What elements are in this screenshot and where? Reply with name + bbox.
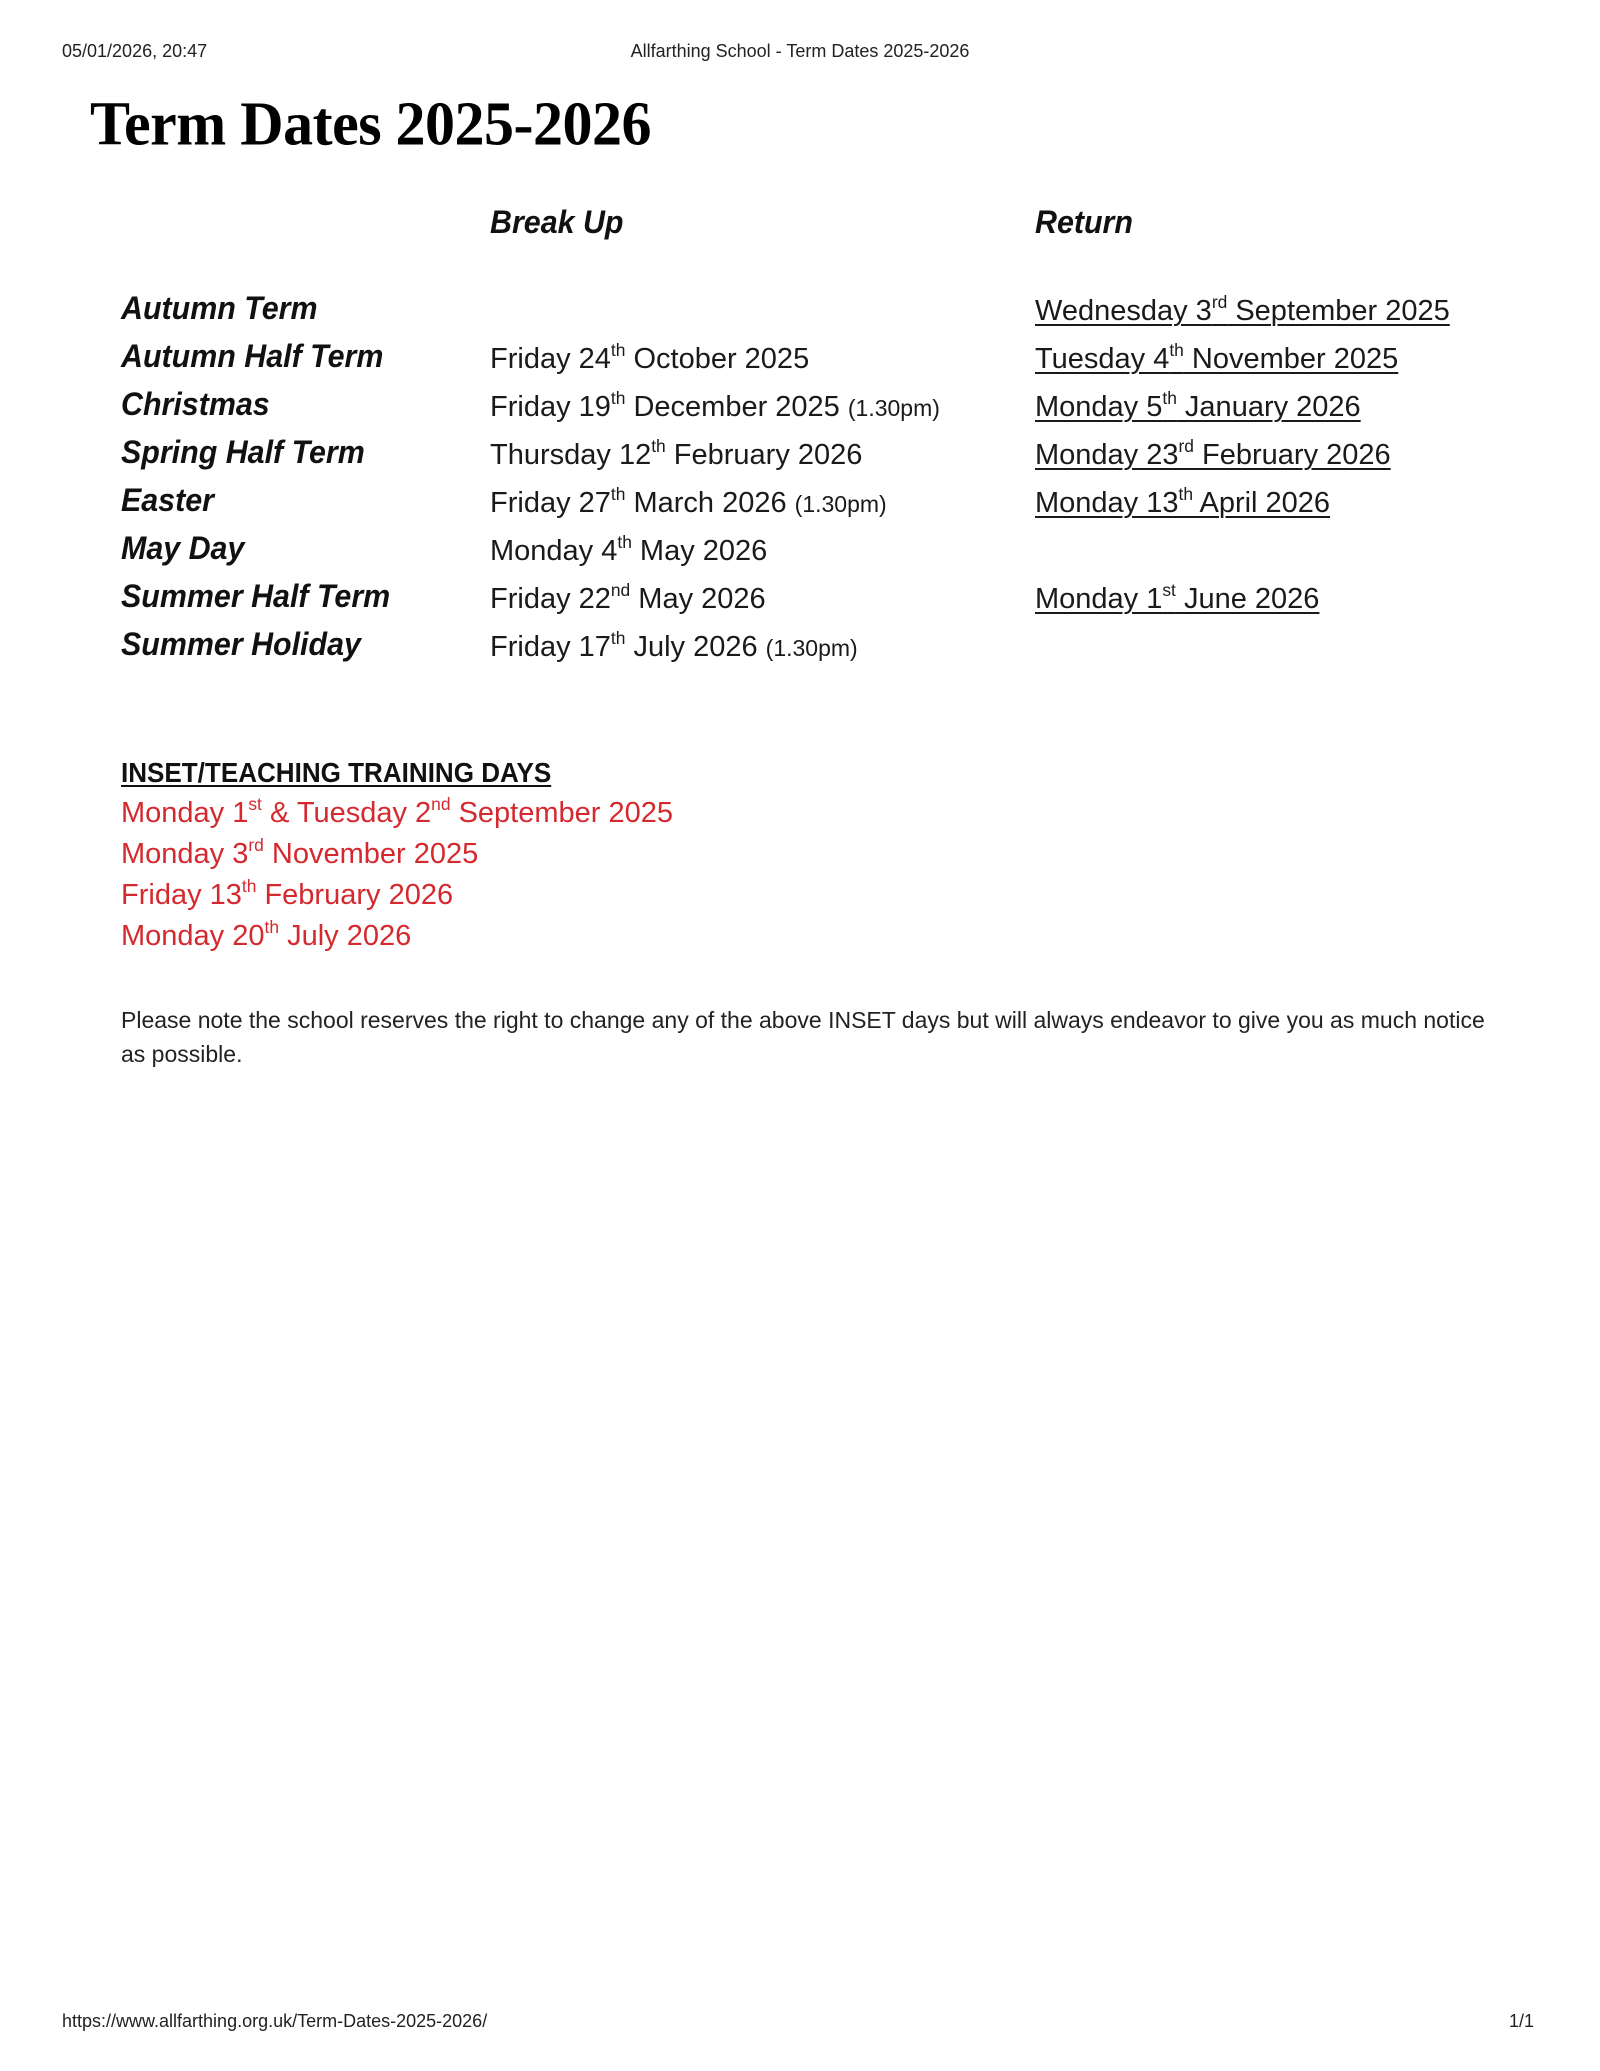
date-text: September 2025 bbox=[450, 797, 673, 829]
ordinal-suffix: th bbox=[241, 875, 257, 896]
date-text: January 2026 bbox=[1176, 391, 1361, 423]
ordinal-suffix: nd bbox=[610, 579, 631, 600]
inset-day bbox=[121, 834, 673, 879]
date-text: November 2025 bbox=[1183, 343, 1399, 375]
term-row bbox=[0, 482, 1600, 530]
date-text: Monday 5 bbox=[1035, 391, 1163, 423]
term-row bbox=[0, 578, 1600, 626]
print-url: https://www.allfarthing.org.uk/Term-Dates-2025-2026/ bbox=[62, 2011, 488, 2031]
early-finish-time: (1.30pm) bbox=[847, 395, 940, 421]
term-label: Autumn Term bbox=[121, 290, 318, 326]
term-row bbox=[0, 626, 1600, 674]
ordinal-suffix: th bbox=[610, 339, 626, 360]
early-finish-time: (1.30pm) bbox=[765, 635, 858, 661]
date-text: Friday 24 bbox=[490, 343, 611, 375]
return-date bbox=[1035, 435, 1391, 472]
date-text: Monday 13 bbox=[1035, 487, 1179, 519]
term-label: Summer Holiday bbox=[121, 626, 361, 662]
print-footer bbox=[0, 2011, 1600, 2035]
ordinal-suffix: th bbox=[1178, 483, 1194, 504]
date-text: July 2026 bbox=[279, 920, 412, 952]
term-dates-table bbox=[0, 290, 1600, 674]
inset-section bbox=[121, 757, 673, 961]
print-datetime: 05/01/2026, 20:47 bbox=[62, 41, 208, 61]
date-text: May 2026 bbox=[631, 535, 768, 567]
page-title: Term Dates 2025-2026 bbox=[90, 89, 652, 159]
break-up-date bbox=[490, 435, 863, 472]
date-text: Wednesday 3 bbox=[1035, 295, 1212, 327]
term-label: Autumn Half Term bbox=[121, 338, 384, 374]
date-text: November 2025 bbox=[263, 838, 479, 870]
return-date bbox=[1035, 579, 1320, 616]
return-date bbox=[1035, 339, 1399, 376]
inset-day bbox=[121, 916, 673, 961]
break-up-date bbox=[490, 387, 940, 424]
date-text: Friday 27 bbox=[490, 487, 611, 519]
break-up-date bbox=[490, 483, 887, 520]
print-page-number: 1/1 bbox=[1508, 2011, 1534, 2031]
date-text: Monday 20 bbox=[121, 920, 265, 952]
date-text: Friday 13 bbox=[121, 879, 242, 911]
date-text: Tuesday 4 bbox=[1035, 343, 1170, 375]
term-row bbox=[0, 386, 1600, 434]
ordinal-suffix: th bbox=[1169, 339, 1184, 360]
ordinal-suffix: th bbox=[617, 531, 632, 552]
term-label: May Day bbox=[121, 530, 245, 566]
ordinal-suffix: th bbox=[610, 483, 626, 504]
term-row bbox=[0, 338, 1600, 386]
date-text: Friday 22 bbox=[490, 583, 611, 615]
date-text: February 2026 bbox=[665, 439, 863, 471]
ordinal-suffix: th bbox=[1162, 387, 1177, 408]
break-up-date bbox=[490, 579, 766, 616]
ordinal-suffix: rd bbox=[1178, 435, 1194, 456]
term-label: Christmas bbox=[121, 386, 270, 422]
ordinal-suffix: th bbox=[610, 627, 626, 648]
ordinal-suffix: nd bbox=[431, 793, 451, 814]
inset-days-list bbox=[121, 793, 673, 961]
date-text: March 2026 bbox=[625, 487, 795, 519]
return-date bbox=[1035, 291, 1450, 328]
date-text: October 2025 bbox=[625, 343, 810, 375]
date-text: Monday 23 bbox=[1035, 439, 1179, 471]
date-text: & Tuesday 2 bbox=[261, 797, 432, 829]
date-text: Monday 4 bbox=[490, 535, 618, 567]
column-header-break-up: Break Up bbox=[490, 204, 624, 240]
return-date bbox=[1035, 483, 1331, 520]
date-text: February 2026 bbox=[1193, 439, 1391, 471]
date-text: December 2025 bbox=[625, 391, 848, 423]
ordinal-suffix: th bbox=[610, 387, 626, 408]
date-text: Friday 17 bbox=[490, 631, 611, 663]
date-text: September 2025 bbox=[1227, 295, 1450, 327]
term-label: Easter bbox=[121, 482, 214, 518]
date-text: February 2026 bbox=[256, 879, 454, 911]
ordinal-suffix: st bbox=[248, 793, 262, 814]
inset-day bbox=[121, 793, 673, 838]
ordinal-suffix: st bbox=[1162, 579, 1176, 600]
ordinal-suffix: th bbox=[264, 916, 280, 937]
print-header bbox=[0, 41, 1600, 65]
break-up-date bbox=[490, 627, 858, 664]
early-finish-time: (1.30pm) bbox=[794, 491, 887, 517]
ordinal-suffix: rd bbox=[248, 834, 264, 855]
break-up-date bbox=[490, 339, 810, 376]
date-text: Monday 3 bbox=[121, 838, 249, 870]
date-text: Friday 19 bbox=[490, 391, 611, 423]
inset-note: Please note the school reserves the right to change any of the above INSET days but will always endeavor to give you as much notice as possible. bbox=[121, 1007, 1485, 1067]
term-row bbox=[0, 434, 1600, 482]
column-header-return: Return bbox=[1035, 204, 1133, 240]
date-text: Thursday 12 bbox=[490, 439, 652, 471]
date-text: Monday 1 bbox=[121, 797, 249, 829]
date-text: May 2026 bbox=[630, 583, 766, 615]
ordinal-suffix: rd bbox=[1211, 291, 1228, 312]
date-text: April 2026 bbox=[1193, 487, 1331, 519]
term-label: Spring Half Term bbox=[121, 434, 365, 470]
date-text: July 2026 bbox=[625, 631, 766, 663]
inset-day bbox=[121, 875, 673, 920]
term-label: Summer Half Term bbox=[121, 578, 391, 614]
date-text: Monday 1 bbox=[1035, 583, 1163, 615]
date-text: June 2026 bbox=[1175, 583, 1320, 615]
term-row bbox=[0, 290, 1600, 338]
print-page-title: Allfarthing School - Term Dates 2025-2026 bbox=[630, 41, 970, 61]
return-date bbox=[1035, 387, 1361, 424]
inset-heading: INSET/TEACHING TRAINING DAYS bbox=[121, 757, 552, 788]
term-row bbox=[0, 530, 1600, 578]
break-up-date bbox=[490, 531, 768, 568]
ordinal-suffix: th bbox=[651, 435, 666, 456]
